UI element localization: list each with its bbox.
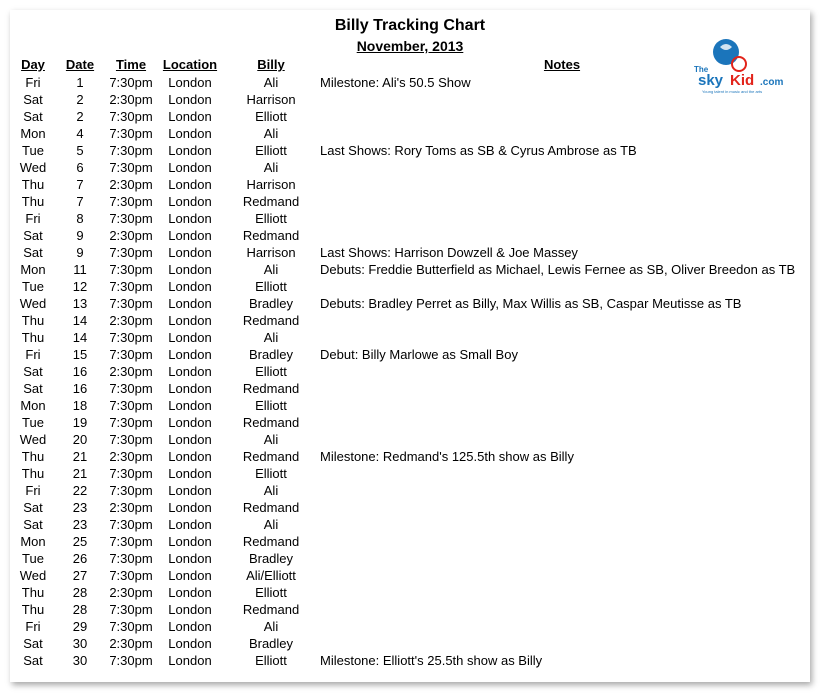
tracking-table (10, 74, 810, 669)
location-cell: London (168, 262, 212, 277)
time-cell: 7:30pm (109, 75, 153, 90)
billy-cell: Ali (263, 160, 279, 175)
notes-cell: Milestone: Elliott's 25.5th show as Billy (320, 653, 543, 668)
date-cell: 15 (72, 347, 88, 362)
billy-cell: Ali (263, 483, 279, 498)
time-cell: 7:30pm (109, 653, 153, 668)
location-cell: London (168, 109, 212, 124)
svg-text:Young talent in music and the: Young talent in music and the arts (702, 89, 763, 94)
billy-cell: Bradley (248, 347, 294, 362)
date-cell: 21 (72, 466, 88, 481)
date-cell: 16 (72, 381, 88, 396)
table-row (10, 329, 810, 346)
svg-text:Kid: Kid (730, 72, 755, 89)
day-cell: Thu (21, 449, 45, 464)
billy-cell: Ali (263, 517, 279, 532)
notes-cell: Milestone: Ali's 50.5 Show (320, 75, 471, 90)
location-cell: London (168, 160, 212, 175)
date-cell: 26 (72, 551, 88, 566)
billy-cell: Redmand (242, 449, 300, 464)
day-cell: Thu (21, 177, 45, 192)
day-cell: Wed (19, 296, 47, 311)
billy-cell: Redmand (242, 194, 300, 209)
time-cell: 7:30pm (109, 143, 153, 158)
time-cell: 7:30pm (109, 347, 153, 362)
billy-cell: Bradley (248, 636, 294, 651)
time-cell: 7:30pm (109, 619, 153, 634)
location-cell: London (168, 483, 212, 498)
billy-cell: Redmand (242, 415, 300, 430)
table-row (10, 618, 810, 635)
svg-text:.com: .com (760, 77, 784, 88)
document-title: Billy Tracking Chart (334, 17, 486, 34)
time-cell: 7:30pm (109, 160, 153, 175)
table-row (10, 159, 810, 176)
billy-cell: Elliott (255, 143, 287, 158)
table-row (10, 312, 810, 329)
time-cell: 2:30pm (109, 92, 153, 107)
time-cell: 7:30pm (109, 568, 153, 583)
location-cell: London (168, 313, 212, 328)
day-cell: Wed (19, 432, 47, 447)
table-row (10, 227, 810, 244)
day-cell: Mon (20, 398, 46, 413)
time-cell: 2:30pm (109, 364, 153, 379)
billy-cell: Ali/Elliott (246, 568, 296, 583)
time-cell: 2:30pm (109, 585, 153, 600)
table-row (10, 414, 810, 431)
location-cell: London (168, 177, 212, 192)
document-page (10, 10, 810, 682)
day-cell: Sat (23, 109, 43, 124)
time-cell: 7:30pm (109, 126, 153, 141)
table-row (10, 465, 810, 482)
location-cell: London (168, 347, 212, 362)
time-cell: 7:30pm (109, 381, 153, 396)
billy-cell: Elliott (255, 109, 287, 124)
logo-blue-circle-icon (713, 39, 739, 65)
time-cell: 2:30pm (109, 313, 153, 328)
billy-cell: Ali (263, 619, 279, 634)
table-row (10, 176, 810, 193)
billy-cell: Elliott (255, 279, 287, 294)
day-cell: Thu (21, 313, 45, 328)
logo-red-ring-icon (732, 57, 746, 71)
time-cell: 2:30pm (109, 500, 153, 515)
time-cell: 2:30pm (109, 177, 153, 192)
date-cell: 23 (72, 517, 88, 532)
location-cell: London (168, 279, 212, 294)
day-cell: Tue (22, 143, 44, 158)
header-day: Day (21, 57, 45, 72)
date-cell: 30 (72, 653, 88, 668)
day-cell: Sat (23, 517, 43, 532)
day-cell: Mon (20, 534, 46, 549)
date-cell: 7 (76, 177, 84, 192)
billy-cell: Redmand (242, 228, 300, 243)
day-cell: Sat (23, 364, 43, 379)
location-cell: London (168, 534, 212, 549)
time-cell: 7:30pm (109, 602, 153, 617)
table-row (10, 108, 810, 125)
time-cell: 7:30pm (109, 245, 153, 260)
date-cell: 19 (72, 415, 88, 430)
location-cell: London (168, 228, 212, 243)
billy-cell: Redmand (242, 381, 300, 396)
location-cell: London (168, 75, 212, 90)
day-cell: Fri (25, 347, 41, 362)
table-row (10, 448, 810, 465)
time-cell: 7:30pm (109, 415, 153, 430)
date-cell: 22 (72, 483, 88, 498)
day-cell: Fri (25, 483, 41, 498)
location-cell: London (168, 551, 212, 566)
notes-cell: Last Shows: Harrison Dowzell & Joe Massey (320, 245, 578, 260)
time-cell: 7:30pm (109, 534, 153, 549)
table-row (10, 516, 810, 533)
billy-cell: Ali (263, 75, 279, 90)
day-cell: Sat (23, 245, 43, 260)
day-cell: Tue (22, 551, 44, 566)
date-cell: 27 (72, 568, 88, 583)
date-cell: 23 (72, 500, 88, 515)
table-row (10, 91, 810, 108)
billy-cell: Redmand (242, 500, 300, 515)
billy-cell: Elliott (255, 398, 287, 413)
location-cell: London (168, 619, 212, 634)
billy-cell: Ali (263, 432, 279, 447)
day-cell: Sat (23, 636, 43, 651)
time-cell: 7:30pm (109, 211, 153, 226)
date-cell: 1 (76, 75, 84, 90)
table-row (10, 567, 810, 584)
day-cell: Sat (23, 228, 43, 243)
time-cell: 2:30pm (109, 228, 153, 243)
notes-cell: Milestone: Redmand's 125.5th show as Billy (320, 449, 574, 464)
day-cell: Thu (21, 330, 45, 345)
date-cell: 7 (76, 194, 84, 209)
location-cell: London (168, 143, 212, 158)
table-row (10, 380, 810, 397)
table-row (10, 363, 810, 380)
billy-cell: Elliott (255, 585, 287, 600)
time-cell: 7:30pm (109, 483, 153, 498)
date-cell: 21 (72, 449, 88, 464)
day-cell: Tue (22, 415, 44, 430)
day-cell: Thu (21, 194, 45, 209)
notes-cell: Last Shows: Rory Toms as SB & Cyrus Ambrose as TB (320, 143, 637, 158)
time-cell: 7:30pm (109, 517, 153, 532)
table-row (10, 431, 810, 448)
table-row (10, 125, 810, 142)
location-cell: London (168, 330, 212, 345)
location-cell: London (168, 415, 212, 430)
date-cell: 28 (72, 585, 88, 600)
date-cell: 2 (76, 109, 84, 124)
date-cell: 6 (76, 160, 84, 175)
billy-cell: Harrison (246, 245, 296, 260)
table-row (10, 244, 810, 261)
location-cell: London (168, 568, 212, 583)
date-cell: 11 (73, 262, 87, 277)
table-row (10, 499, 810, 516)
day-cell: Wed (19, 160, 47, 175)
day-cell: Tue (22, 279, 44, 294)
date-cell: 29 (72, 619, 88, 634)
location-cell: London (168, 126, 212, 141)
location-cell: London (168, 364, 212, 379)
time-cell: 7:30pm (109, 330, 153, 345)
date-cell: 13 (72, 296, 88, 311)
date-cell: 18 (72, 398, 88, 413)
day-cell: Sat (23, 381, 43, 396)
table-row (10, 601, 810, 618)
billy-cell: Redmand (242, 313, 300, 328)
table-row (10, 584, 810, 601)
location-cell: London (168, 466, 212, 481)
location-cell: London (168, 381, 212, 396)
document-subtitle: November, 2013 (356, 38, 464, 54)
location-cell: London (168, 92, 212, 107)
location-cell: London (168, 517, 212, 532)
billy-cell: Elliott (255, 211, 287, 226)
date-cell: 30 (72, 636, 88, 651)
date-cell: 14 (72, 330, 88, 345)
time-cell: 2:30pm (109, 636, 153, 651)
header-billy: Billy (257, 57, 285, 72)
time-cell: 7:30pm (109, 466, 153, 481)
billy-cell: Redmand (242, 602, 300, 617)
location-cell: London (168, 500, 212, 515)
billy-cell: Bradley (248, 296, 294, 311)
table-row (10, 261, 810, 278)
location-cell: London (168, 636, 212, 651)
day-cell: Sat (23, 500, 43, 515)
table-row (10, 278, 810, 295)
table-row (10, 652, 810, 669)
date-cell: 4 (76, 126, 84, 141)
notes-cell: Debut: Billy Marlowe as Small Boy (320, 347, 518, 362)
header-time: Time (115, 57, 147, 72)
time-cell: 7:30pm (109, 194, 153, 209)
header-location: Location (162, 57, 218, 72)
billy-cell: Harrison (246, 92, 296, 107)
svg-text:sky: sky (698, 72, 724, 89)
table-row (10, 482, 810, 499)
date-cell: 9 (76, 228, 84, 243)
billy-cell: Bradley (248, 551, 294, 566)
table-row (10, 533, 810, 550)
location-cell: London (168, 296, 212, 311)
location-cell: London (168, 653, 212, 668)
day-cell: Fri (25, 619, 41, 634)
day-cell: Thu (21, 585, 45, 600)
table-row (10, 74, 810, 91)
header-date: Date (65, 57, 95, 72)
location-cell: London (168, 432, 212, 447)
time-cell: 2:30pm (109, 449, 153, 464)
time-cell: 7:30pm (109, 398, 153, 413)
date-cell: 25 (72, 534, 88, 549)
time-cell: 7:30pm (109, 551, 153, 566)
date-cell: 20 (72, 432, 88, 447)
location-cell: London (168, 398, 212, 413)
day-cell: Fri (25, 211, 41, 226)
day-cell: Mon (20, 126, 46, 141)
location-cell: London (168, 211, 212, 226)
day-cell: Fri (25, 75, 41, 90)
date-cell: 14 (72, 313, 88, 328)
time-cell: 7:30pm (109, 109, 153, 124)
location-cell: London (168, 245, 212, 260)
billy-cell: Elliott (255, 653, 287, 668)
time-cell: 7:30pm (109, 432, 153, 447)
date-cell: 16 (72, 364, 88, 379)
billy-cell: Elliott (255, 466, 287, 481)
date-cell: 9 (76, 245, 84, 260)
table-row (10, 346, 810, 363)
table-row (10, 295, 810, 312)
date-cell: 28 (72, 602, 88, 617)
location-cell: London (168, 602, 212, 617)
table-row (10, 397, 810, 414)
billy-cell: Ali (263, 262, 279, 277)
day-cell: Wed (19, 568, 47, 583)
day-cell: Sat (23, 92, 43, 107)
header-notes: Notes (543, 57, 581, 72)
time-cell: 7:30pm (109, 262, 153, 277)
location-cell: London (168, 194, 212, 209)
billy-cell: Ali (263, 330, 279, 345)
svg-text:The: The (694, 65, 709, 74)
notes-cell: Debuts: Freddie Butterfield as Michael, Lewis Fernee as SB, Oliver Breedon as TB (320, 262, 796, 277)
time-cell: 7:30pm (109, 279, 153, 294)
day-cell: Sat (23, 653, 43, 668)
billy-cell: Ali (263, 126, 279, 141)
date-cell: 2 (76, 92, 84, 107)
table-row (10, 635, 810, 652)
billy-cell: Redmand (242, 534, 300, 549)
day-cell: Thu (21, 466, 45, 481)
notes-cell: Debuts: Bradley Perret as Billy, Max Willis as SB, Caspar Meutisse as TB (320, 296, 742, 311)
day-cell: Mon (20, 262, 46, 277)
billy-cell: Harrison (246, 177, 296, 192)
billy-cell: Elliott (255, 364, 287, 379)
location-cell: London (168, 449, 212, 464)
table-row (10, 550, 810, 567)
table-row (10, 193, 810, 210)
date-cell: 5 (76, 143, 84, 158)
table-row (10, 142, 810, 159)
date-cell: 12 (72, 279, 88, 294)
table-row (10, 210, 810, 227)
date-cell: 8 (76, 211, 84, 226)
time-cell: 7:30pm (109, 296, 153, 311)
location-cell: London (168, 585, 212, 600)
day-cell: Thu (21, 602, 45, 617)
